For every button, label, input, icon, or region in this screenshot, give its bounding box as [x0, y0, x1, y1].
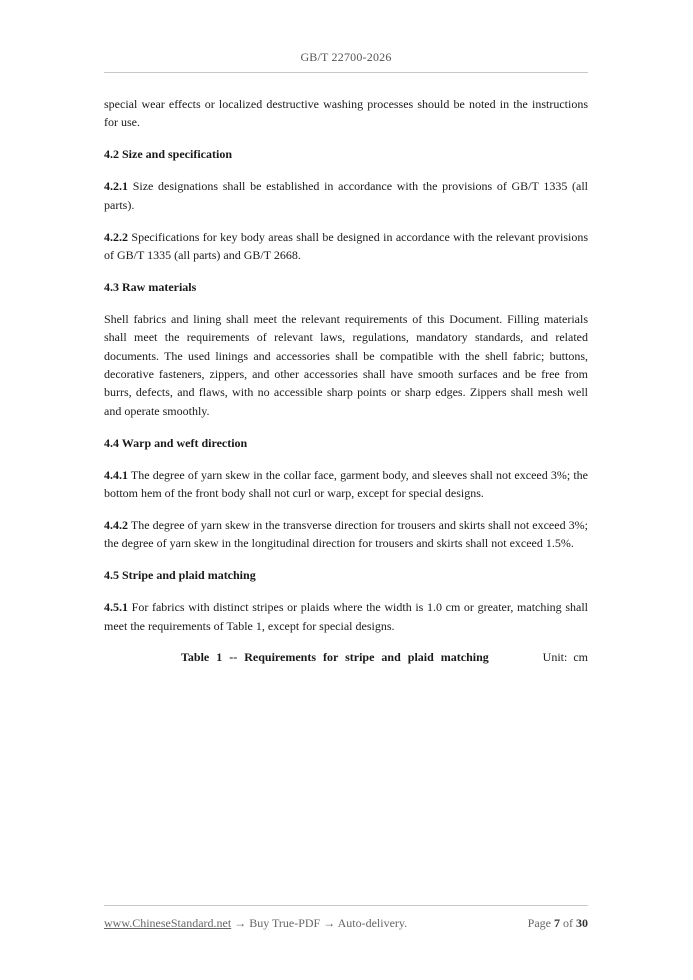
arrow-right-icon: →: [320, 916, 338, 930]
clause-number: 4.2.2: [104, 229, 128, 244]
page-of-label: of: [560, 916, 576, 930]
clause-text: The degree of yarn skew in the collar face, garment body, and sleeves shall not exceed 3%; the bottom hem of the front body shall not curl or warp, except for special designs.: [104, 467, 588, 500]
clause-text: Specifications for key body areas shall be designed in accordance with the relevant provisions of GB/T 1335 (all parts) and GB/T 2668.: [104, 229, 588, 262]
header-divider: [104, 72, 588, 73]
section-heading-4-5: 4.5 Stripe and plaid matching: [104, 568, 256, 583]
clause-4-2-2: [104, 228, 588, 265]
clause-4-4-2: [104, 516, 588, 553]
clause-4-5-1: [104, 598, 588, 635]
page-header: [104, 50, 588, 65]
clause-number: 4.5.1: [104, 600, 128, 615]
buy-pdf-text: Buy True-PDF: [249, 916, 321, 930]
clause-text: Size designations shall be established in accordance with the provisions of GB/T 1335 (all parts).: [104, 179, 588, 212]
section-heading-4-4: 4.4 Warp and weft direction: [104, 435, 248, 450]
raw-materials-paragraph: Shell fabrics and lining shall meet the relevant requirements of this Document. Filling materials shall meet the requirements of relevant laws, regulations, mandatory standards, and related documents. The used linings and accessories shall be compatible with the shell fabric; buttons, decorative fasteners, zippers, and other accessories shall have smooth surfaces and be free from burrs, defects, and flaws, with no accessible sharp points or sharp edges. Zippers shall mesh well and operate smoothly.: [104, 311, 588, 418]
page-number: [528, 916, 588, 931]
table-title: Table 1 -- Requirements for stripe and plaid matching: [181, 650, 489, 665]
clause-text: For fabrics with distinct stripes or plaids where the width is 1.0 cm or greater, matching shall meet the requirements of Table 1, except for special designs.: [104, 600, 588, 633]
table-caption: [104, 648, 588, 666]
section-heading-4-2: 4.2 Size and specification: [104, 147, 232, 162]
footer-divider: [104, 905, 588, 906]
page-current: 7: [554, 916, 560, 930]
page-label: Page: [527, 916, 554, 930]
clause-4-4-1: [104, 466, 588, 503]
footer-links: [104, 916, 407, 931]
clause-4-2-1: [104, 177, 588, 214]
page-total: 30: [576, 916, 588, 930]
section-heading-4-3: 4.3 Raw materials: [104, 279, 197, 294]
clause-text: The degree of yarn skew in the transverse direction for trousers and skirts shall not exceed 3%; the degree of yarn skew in the longitudinal direction for trousers and skirts shall not exceed 1.5%.: [104, 517, 588, 551]
auto-delivery-text: Auto-delivery.: [337, 916, 408, 930]
site-link[interactable]: www.ChineseStandard.net: [104, 916, 232, 930]
clause-number: 4.4.2: [104, 517, 128, 532]
intro-paragraph: special wear effects or localized destructive washing processes should be noted in the instructions for use.: [104, 97, 588, 130]
arrow-right-icon: →: [231, 916, 250, 930]
table-unit: Unit: cm: [542, 650, 588, 665]
page-content: [104, 95, 588, 666]
clause-number: 4.2.1: [104, 179, 128, 194]
document-id: GB/T 22700-2026: [300, 50, 392, 64]
clause-number: 4.4.1: [104, 467, 128, 482]
